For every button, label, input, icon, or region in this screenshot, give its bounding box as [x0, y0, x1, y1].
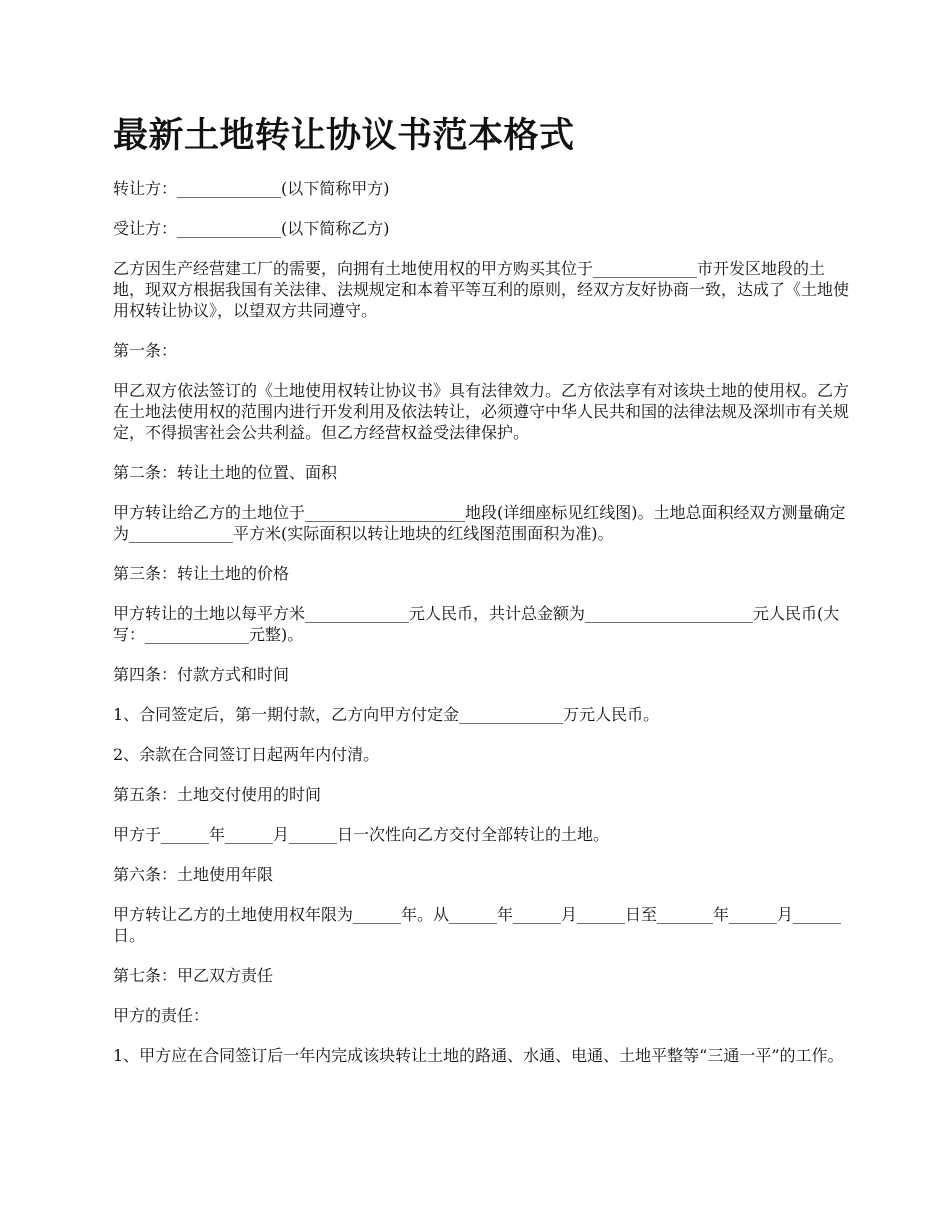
- article-3-heading: 第三条：转让土地的价格: [113, 564, 290, 583]
- article-4-item-1: 1、合同签定后，第一期付款，乙方向甲方付定金_____________万元人民币。: [113, 705, 660, 724]
- article-7-heading: 第七条：甲乙双方责任: [113, 966, 274, 985]
- article-5-body: 甲方于______年______月______日一次性向乙方交付全部转让的土地。: [113, 825, 610, 844]
- article-6-body: 甲方转让乙方的土地使用权年限为______年。从______年______月______日至_______年______月______日。: [113, 905, 842, 945]
- preamble-paragraph: 乙方因生产经营建工厂的需要，向拥有土地使用权的甲方购买其位于_____________市开发区地段的土地，现双方根据我国有关法律、法规规定和本着平等互利的原则，经双方友好协商一致，达成了《土地使用权转让协议》，以望双方共同遵守。: [113, 259, 850, 320]
- article-2-body: 甲方转让给乙方的土地位于____________________地段(详细座标见红线图)。土地总面积经双方测量确定为_____________平方米(实际面积以转让地块的红线图范围面积为准)。: [113, 503, 846, 543]
- party-transferee-line: 受让方：_____________(以下简称乙方): [113, 219, 390, 238]
- article-2-heading: 第二条：转让土地的位置、面积: [113, 463, 338, 482]
- document-page: [113, 112, 853, 1085]
- article-6-heading: 第六条：土地使用年限: [113, 865, 274, 884]
- party-a-duty-1: 1、甲方应在合同签订后一年内完成该块转让土地的路通、水通、电通、土地平整等“三通一平”的工作。: [113, 1046, 844, 1065]
- article-4-item-2: 2、余款在合同签订日起两年内付清。: [113, 745, 380, 764]
- article-1-body: 甲乙双方依法签订的《土地使用权转让协议书》具有法律效力。乙方依法享有对该块土地的使用权。乙方在土地法使用权的范围内进行开发利用及依法转让，必须遵守中华人民共和国的法律法规及深圳市有关规定，不得损害社会公共利益。但乙方经营权益受法律保护。: [113, 381, 850, 442]
- party-transferor-line: 转让方：_____________(以下简称甲方): [113, 179, 390, 198]
- article-1-heading: 第一条：: [113, 341, 178, 360]
- party-a-duties-heading: 甲方的责任：: [113, 1006, 210, 1025]
- article-5-heading: 第五条：土地交付使用的时间: [113, 785, 322, 804]
- document-title: 最新土地转让协议书范本格式: [113, 116, 575, 156]
- article-3-body: 甲方转让的土地以每平方米_____________元人民币，共计总金额为_____________________元人民币(大写：_____________元整)。: [113, 604, 840, 644]
- article-4-heading: 第四条：付款方式和时间: [113, 665, 290, 684]
